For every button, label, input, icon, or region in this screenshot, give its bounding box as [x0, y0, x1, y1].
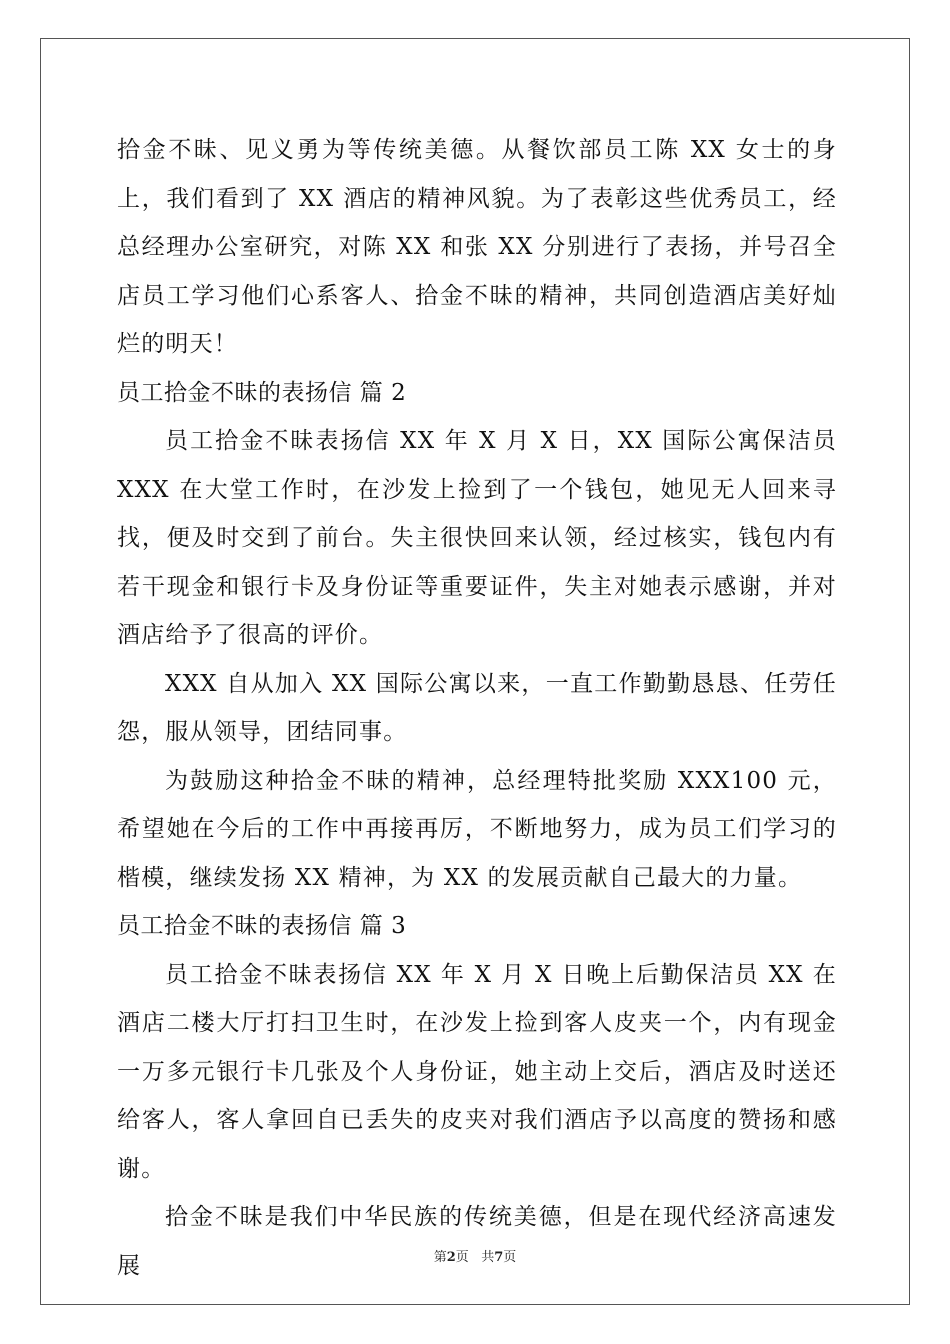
paragraph-5: 员工拾金不昧表扬信 XX 年 X 月 X 日晚上后勤保洁员 XX 在酒店二楼大厅打扫卫生时，在沙发上捡到客人皮夹一个，内有现金一万多元银行卡几张及个人身份证，她主动上交后，酒店及时送还给客人，客人拿回自已丢失的皮夹对我们酒店予以高度的赞扬和感谢。 — [117, 961, 837, 1182]
paragraph-2: 员工拾金不昧表扬信 XX 年 X 月 X 日，XX 国际公寓保洁员 XXX 在大堂工作时，在沙发上捡到了一个钱包，她见无人回来寻找，便及时交到了前台。失主很快回来认领，经过核实，钱包内有若干现金和银行卡及身份证等重要证件，失主对她表示感谢，并对酒店给予了很高的评价。 — [117, 428, 837, 648]
footer-page-prefix: 第 — [433, 1250, 447, 1265]
section-heading-3: 员工拾金不昧的表扬信 篇 3 — [117, 913, 407, 939]
footer-total-prefix: 共 — [481, 1250, 495, 1265]
footer-total-pages: 7 — [494, 1250, 504, 1265]
footer-page-suffix: 页 — [455, 1250, 469, 1265]
footer-page-number: 2 — [446, 1250, 456, 1265]
document-body — [117, 126, 837, 1290]
paragraph-3: XXX 自从加入 XX 国际公寓以来，一直工作勤勤恳恳、任劳任怨，服从领导，团结同事。 — [117, 670, 837, 745]
paragraph-6: 拾金不昧是我们中华民族的传统美德，但是在现代经济高速发展 — [117, 1204, 837, 1279]
section-heading-2: 员工拾金不昧的表扬信 篇 2 — [117, 379, 407, 406]
footer-total-suffix: 页 — [503, 1250, 517, 1265]
paragraph-4: 为鼓励这种拾金不昧的精神，总经理特批奖励 XXX100 元，希望她在今后的工作中再接再厉，不断地努力，成为员工们学习的楷模，继续发扬 XX 精神，为 XX 的发展贡献自己最大的力量。 — [117, 767, 837, 891]
page-footer — [0, 1246, 950, 1265]
paragraph-1: 拾金不昧、见义勇为等传统美德。从餐饮部员工陈 XX 女士的身上，我们看到了 XX 酒店的精神风貌。为了表彰这些优秀员工，经总经理办公室研究，对陈 XX 和张 XX 分别进行了表扬，并号召全店员工学习他们心系客人、拾金不昧的精神，共同创造酒店美好灿烂的明天！ — [117, 137, 837, 357]
